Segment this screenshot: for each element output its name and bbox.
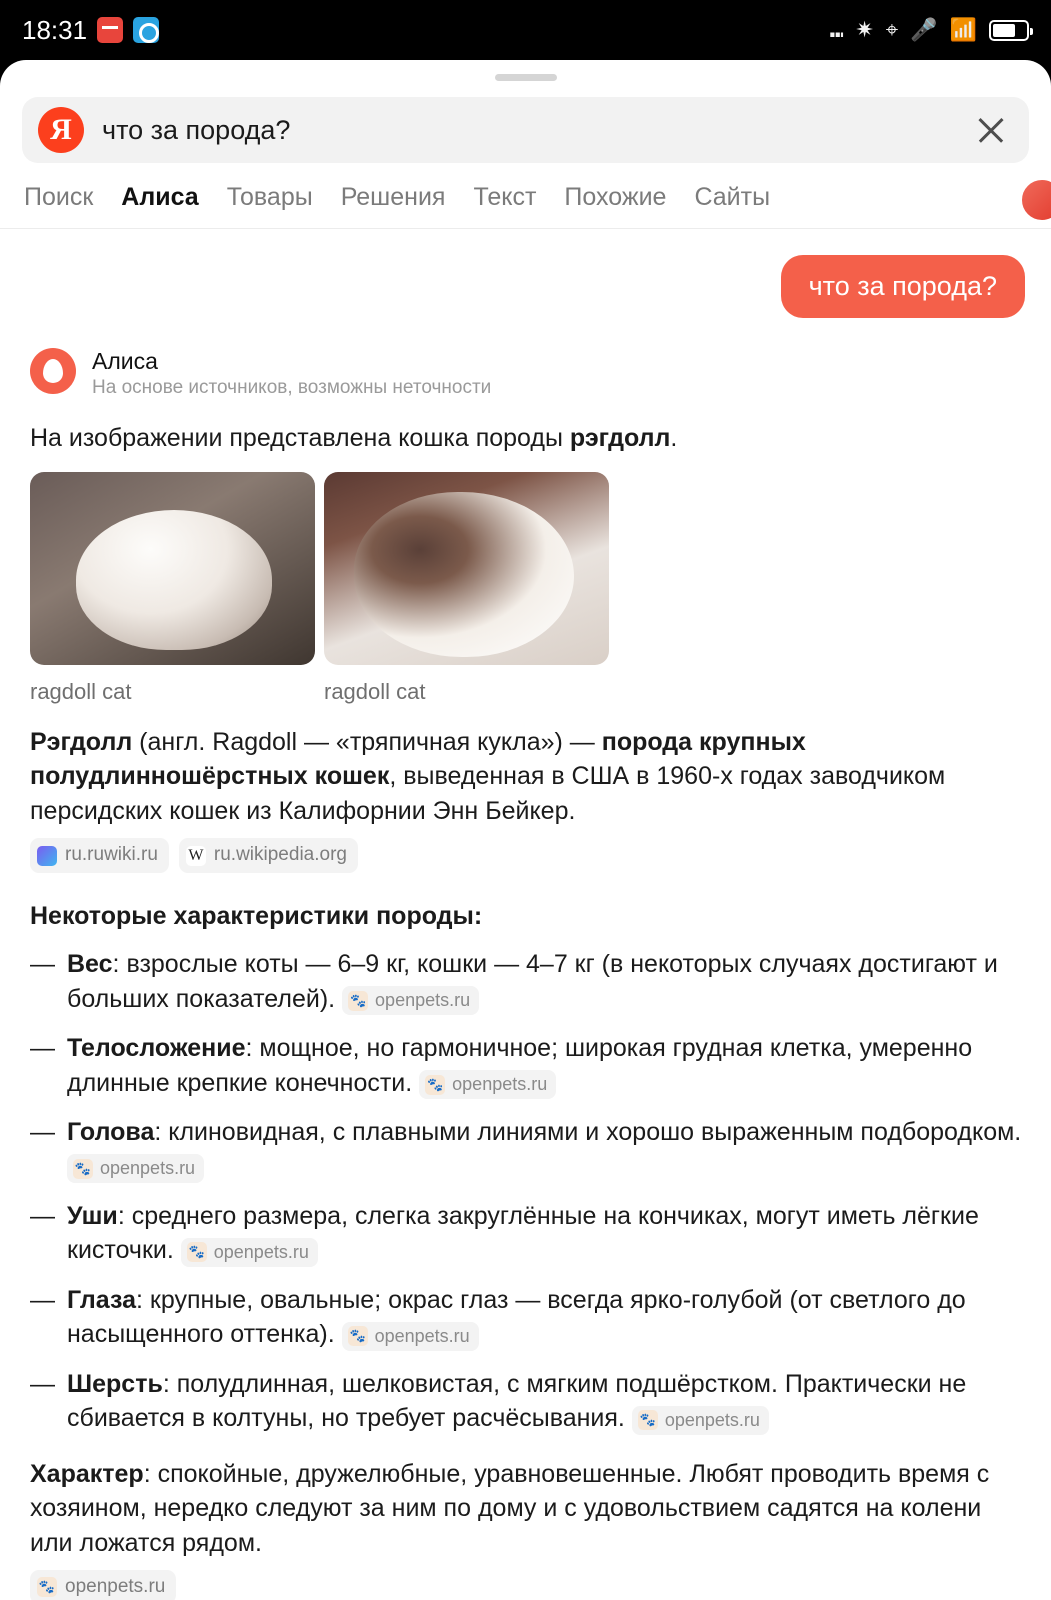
- tab-tekst[interactable]: Текст: [473, 183, 537, 211]
- character-paragraph: [0, 1457, 1051, 1600]
- definition-sources: [30, 838, 1025, 872]
- item-text: : крупные, овальные; окрас глаз — всегда ярко-голубой (от светлого до насыщенного оттенка).: [67, 1285, 966, 1349]
- sheet-drag-handle[interactable]: [495, 74, 557, 81]
- list-item: [30, 1199, 1025, 1269]
- wifi-icon: 📶: [949, 17, 977, 42]
- definition-bold-2: порода крупных полудлинношёрстных кошек: [30, 727, 806, 791]
- list-dash: —: [30, 1118, 55, 1146]
- openpets-icon: 🐾: [425, 1075, 445, 1095]
- alice-avatar-icon: [30, 348, 76, 394]
- item-text: : среднего размера, слегка закруглённые на кончиках, могут иметь лёгкие кисточки.: [67, 1201, 979, 1265]
- image-caption: ragdoll cat: [324, 678, 426, 704]
- tab-poisk[interactable]: Поиск: [24, 183, 94, 211]
- item-text: : клиновидная, с плавными линиями и хорошо выраженным подбородком.: [154, 1118, 1022, 1146]
- assistant-name: Алиса: [92, 348, 158, 374]
- item-term: Глаза: [67, 1285, 137, 1314]
- source-chip-openpets[interactable]: [30, 1570, 176, 1600]
- source-chip-label: openpets.ru: [452, 1074, 548, 1095]
- tab-tovary[interactable]: Товары: [226, 183, 313, 211]
- list-item: [30, 1367, 1025, 1437]
- source-chip-label: openpets.ru: [65, 1576, 166, 1598]
- source-chip-openpets[interactable]: [181, 1238, 318, 1267]
- source-chip-openpets[interactable]: [67, 1154, 204, 1183]
- source-chip-label: ru.wikipedia.org: [213, 844, 347, 866]
- openpets-icon: 🐾: [37, 1577, 57, 1597]
- status-bar: [0, 0, 1051, 60]
- characteristics-list-wrap: [0, 947, 1051, 1437]
- list-dash: —: [30, 1201, 55, 1230]
- ragdoll-photo-1[interactable]: [30, 472, 315, 665]
- yandex-logo-icon: Я: [38, 107, 84, 153]
- characteristics-list: [30, 947, 1025, 1437]
- source-chip-openpets[interactable]: [419, 1070, 556, 1099]
- source-chip-label: openpets.ru: [664, 1409, 760, 1430]
- assistant-disclaimer: На основе источников, возможны неточности: [92, 377, 492, 399]
- answer-lead: [0, 421, 1051, 456]
- wikipedia-icon: W: [186, 846, 206, 866]
- list-dash: —: [30, 1285, 55, 1314]
- tab-resheniya[interactable]: Решения: [340, 183, 446, 211]
- ruwiki-icon: [37, 846, 57, 866]
- image-card[interactable]: [324, 472, 609, 705]
- list-dash: —: [30, 1369, 55, 1398]
- list-item: [30, 947, 1025, 1017]
- list-dash: —: [30, 950, 55, 979]
- tab-bar: [0, 163, 1051, 229]
- openpets-icon: 🐾: [348, 991, 368, 1011]
- search-bar[interactable]: [22, 97, 1029, 163]
- image-card[interactable]: [30, 472, 315, 705]
- source-chip-openpets[interactable]: [632, 1406, 769, 1435]
- search-input[interactable]: что за порода?: [102, 114, 291, 145]
- list-item: [30, 1031, 1025, 1101]
- avatar[interactable]: [1019, 177, 1051, 223]
- source-chip-label: openpets.ru: [375, 990, 471, 1011]
- character-term: Характер: [30, 1459, 144, 1488]
- close-icon[interactable]: [969, 108, 1013, 152]
- answer-lead-suffix: .: [670, 424, 678, 453]
- assistant-header: [0, 318, 1051, 399]
- answer-lead-breed: рэгдолл: [569, 424, 671, 453]
- source-chip-label: openpets.ru: [213, 1242, 309, 1263]
- list-item: [30, 1283, 1025, 1353]
- item-text: : мощное, но гармоничное; широкая грудная клетка, умеренно длинные крепкие конечности.: [67, 1034, 973, 1097]
- vpn-icon: ⑉: [830, 17, 844, 42]
- status-bar-right: [830, 19, 1029, 41]
- user-message: что за порода?: [781, 255, 1025, 318]
- openpets-icon: 🐾: [638, 1410, 658, 1430]
- assistant-sheet: [0, 60, 1051, 1600]
- source-chip-label: ru.ruwiki.ru: [65, 844, 158, 866]
- definition-text-1: (англ. Ragdoll — «тряпичная кукла») —: [132, 727, 602, 756]
- openpets-icon: 🐾: [73, 1159, 93, 1179]
- answer-lead-prefix: На изображении представлена кошка породы: [30, 424, 570, 453]
- characteristics-heading: Некоторые характеристики породы:: [30, 901, 483, 930]
- tab-alisa[interactable]: Алиса: [121, 183, 199, 211]
- source-chip-label: openpets.ru: [100, 1158, 196, 1179]
- item-text: : взрослые коты — 6–9 кг, кошки — 4–7 кг (в некоторых случаях достигают и больших показателей).: [67, 950, 998, 1013]
- ragdoll-photo-2[interactable]: [324, 472, 609, 665]
- openpets-icon: 🐾: [348, 1326, 368, 1346]
- user-message-row: [0, 229, 1051, 318]
- camera-app-icon: [133, 17, 159, 43]
- screenshot-icon: [97, 17, 123, 43]
- list-item: [30, 1115, 1025, 1185]
- item-text: : полудлинная, шелковистая, с мягким подшёрстком. Практически не сбивается в колтуны, но требует расчёсывания.: [67, 1369, 967, 1433]
- item-term: Телосложение: [67, 1034, 246, 1063]
- image-results: [30, 472, 1025, 705]
- character-text: : спокойные, дружелюбные, уравновешенные. Любят проводить время с хозяином, нередко следуют за ним по дому и с удовольствием садятся на колени или ложатся рядом.: [30, 1459, 990, 1557]
- item-term: Голова: [67, 1118, 155, 1146]
- image-caption: ragdoll cat: [30, 678, 132, 704]
- battery-icon: [989, 20, 1029, 41]
- status-bar-left: [22, 15, 159, 46]
- definition-term: Рэгдолл: [30, 727, 133, 756]
- source-chip-wikipedia[interactable]: [179, 838, 358, 872]
- list-dash: —: [30, 1034, 55, 1063]
- definition-text-3: , выведенная в США в 1960-х годах заводчиком персидских кошек из Калифорнии Энн Бейкер.: [30, 762, 946, 825]
- tab-sayty[interactable]: Сайты: [694, 183, 771, 211]
- character-sources: [30, 1570, 1025, 1600]
- source-chip-label: openpets.ru: [374, 1325, 470, 1346]
- tab-pohozhie[interactable]: Похожие: [564, 183, 667, 211]
- openpets-icon: 🐾: [187, 1242, 207, 1262]
- definition-paragraph: [0, 725, 1051, 873]
- item-term: Вес: [67, 950, 113, 979]
- item-term: Шерсть: [67, 1369, 163, 1398]
- location-icon: ⌖: [885, 17, 899, 42]
- bluetooth-icon: ✷: [855, 17, 874, 42]
- source-chip-openpets[interactable]: [342, 986, 479, 1015]
- status-time: 18:31: [22, 14, 88, 45]
- source-chip-ruwiki[interactable]: [30, 838, 169, 872]
- source-chip-openpets[interactable]: [342, 1322, 479, 1351]
- item-term: Уши: [67, 1201, 118, 1230]
- mic-icon: 🎤: [910, 17, 938, 42]
- conversation: [0, 229, 1051, 1600]
